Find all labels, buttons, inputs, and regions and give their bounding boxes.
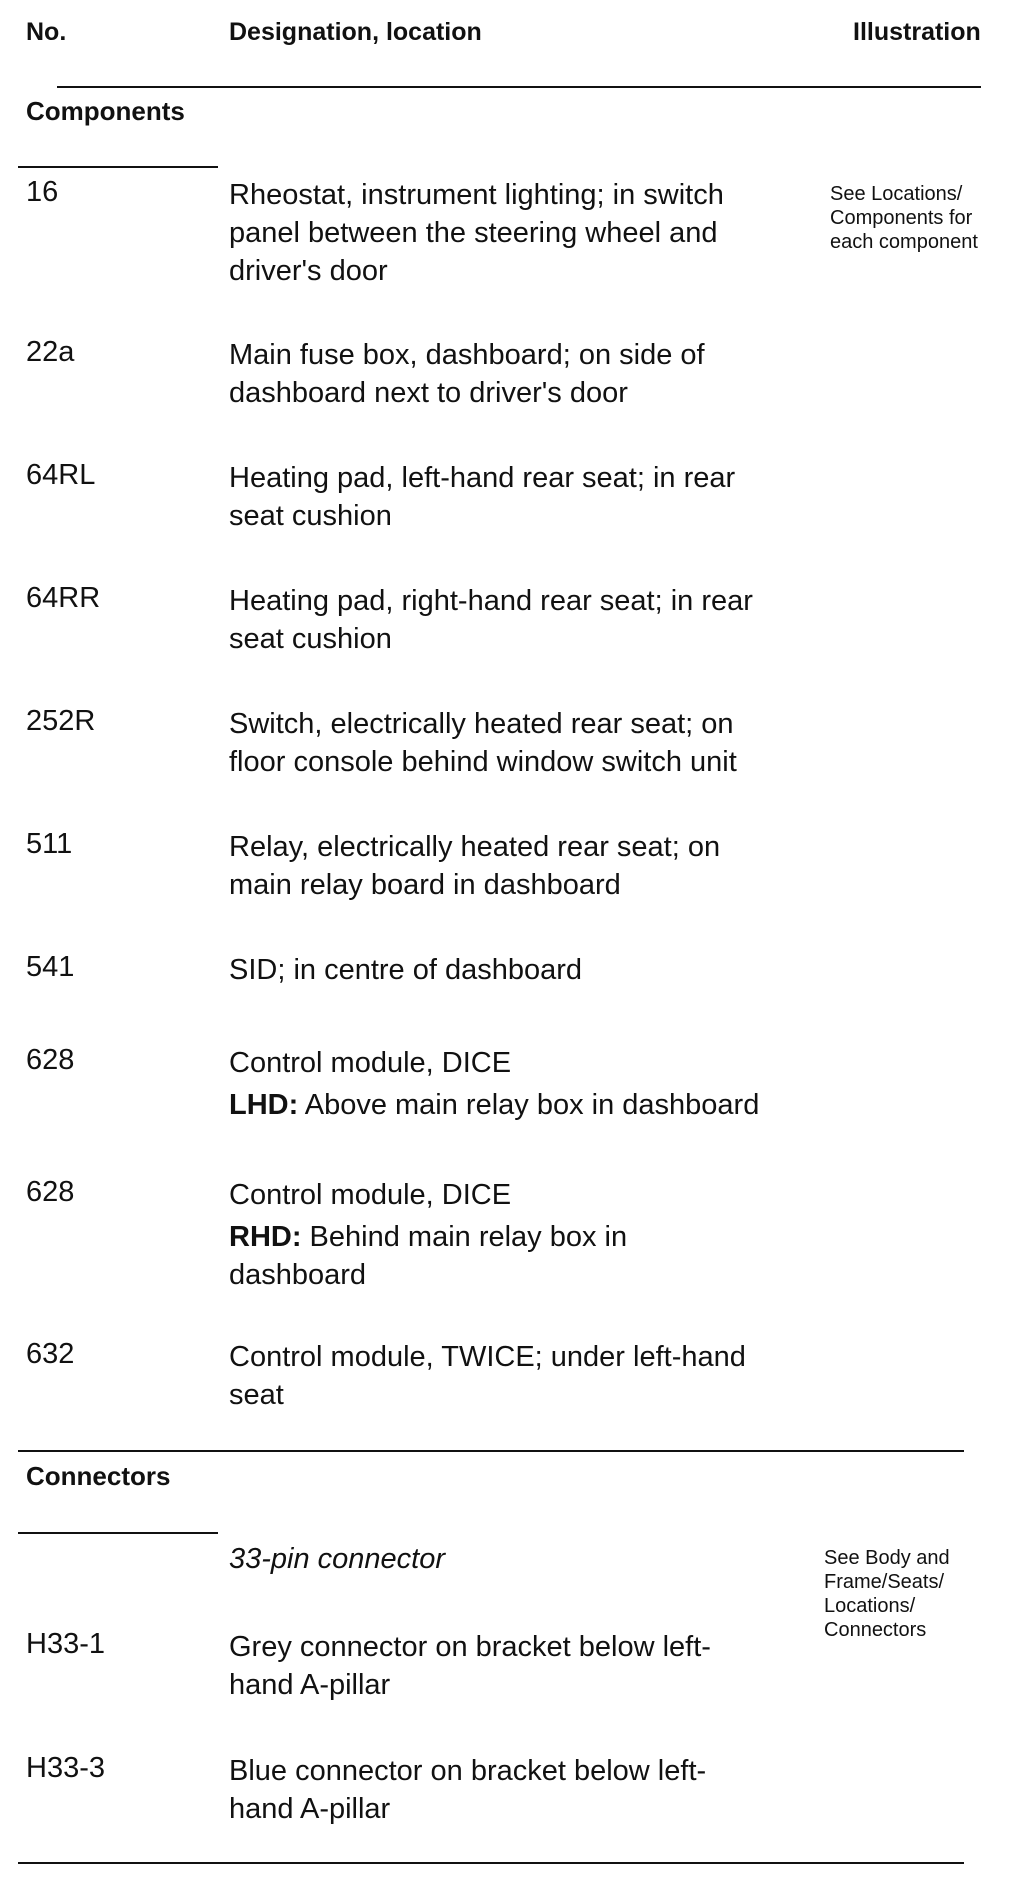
connector-number: H33-3: [26, 1752, 105, 1784]
component-number: 628: [26, 1176, 75, 1208]
component-description: Heating pad, right-hand rear seat; in rear seat cushion: [229, 585, 753, 655]
header-rule: [57, 86, 981, 88]
component-number: 628: [26, 1044, 75, 1076]
component-number: 22a: [26, 336, 75, 368]
component-number: 16: [26, 176, 59, 208]
drive-label-lhd: LHD:: [229, 1089, 299, 1121]
component-number: 64RR: [26, 582, 101, 614]
column-header-no: No.: [26, 18, 67, 46]
section-title-connectors: Connectors: [26, 1461, 171, 1491]
illustration-note-connectors: See Body and Frame/Seats/ Locations/ Connectors: [824, 1547, 950, 1641]
component-description: Rheostat, instrument lighting; in switch panel between the steering wheel and driver's door: [229, 179, 724, 287]
component-description: Relay, electrically heated rear seat; on main relay board in dashboard: [229, 831, 721, 901]
illustration-note-components: See Locations/ Components for each component: [830, 183, 978, 253]
column-header-designation: Designation, location: [229, 18, 482, 46]
component-description: Control module, DICE LHD: Above main relay box in dashboard: [229, 1047, 760, 1121]
column-header-illustration: Illustration: [853, 18, 981, 46]
connector-description: Blue connector on bracket below left- hand A-pillar: [229, 1755, 707, 1825]
component-description: Control module, TWICE; under left-hand seat: [229, 1341, 746, 1411]
component-number: 252R: [26, 705, 96, 737]
section-rule-components-end: [18, 1450, 964, 1452]
component-description: Main fuse box, dashboard; on side of dashboard next to driver's door: [229, 339, 705, 409]
connector-description: Grey connector on bracket below left- hand A-pillar: [229, 1631, 711, 1701]
section-rule-connectors: [18, 1532, 218, 1534]
section-title-components: Components: [26, 96, 185, 126]
section-rule-components: [18, 166, 218, 168]
component-number: 64RL: [26, 459, 96, 491]
component-description: Switch, electrically heated rear seat; on floor console behind window switch unit: [229, 708, 737, 778]
connector-subheading: 33-pin connector: [229, 1543, 446, 1575]
drive-label-rhd: RHD:: [229, 1221, 302, 1253]
component-number: 541: [26, 951, 75, 983]
connector-number: H33-1: [26, 1628, 105, 1660]
component-number: 632: [26, 1338, 75, 1370]
component-description: Control module, DICE RHD: Behind main relay box in dashboard: [229, 1179, 628, 1291]
component-number: 511: [26, 828, 73, 860]
component-description: Heating pad, left-hand rear seat; in rear seat cushion: [229, 462, 736, 532]
section-rule-connectors-end: [18, 1862, 964, 1864]
component-description: SID; in centre of dashboard: [229, 954, 583, 986]
